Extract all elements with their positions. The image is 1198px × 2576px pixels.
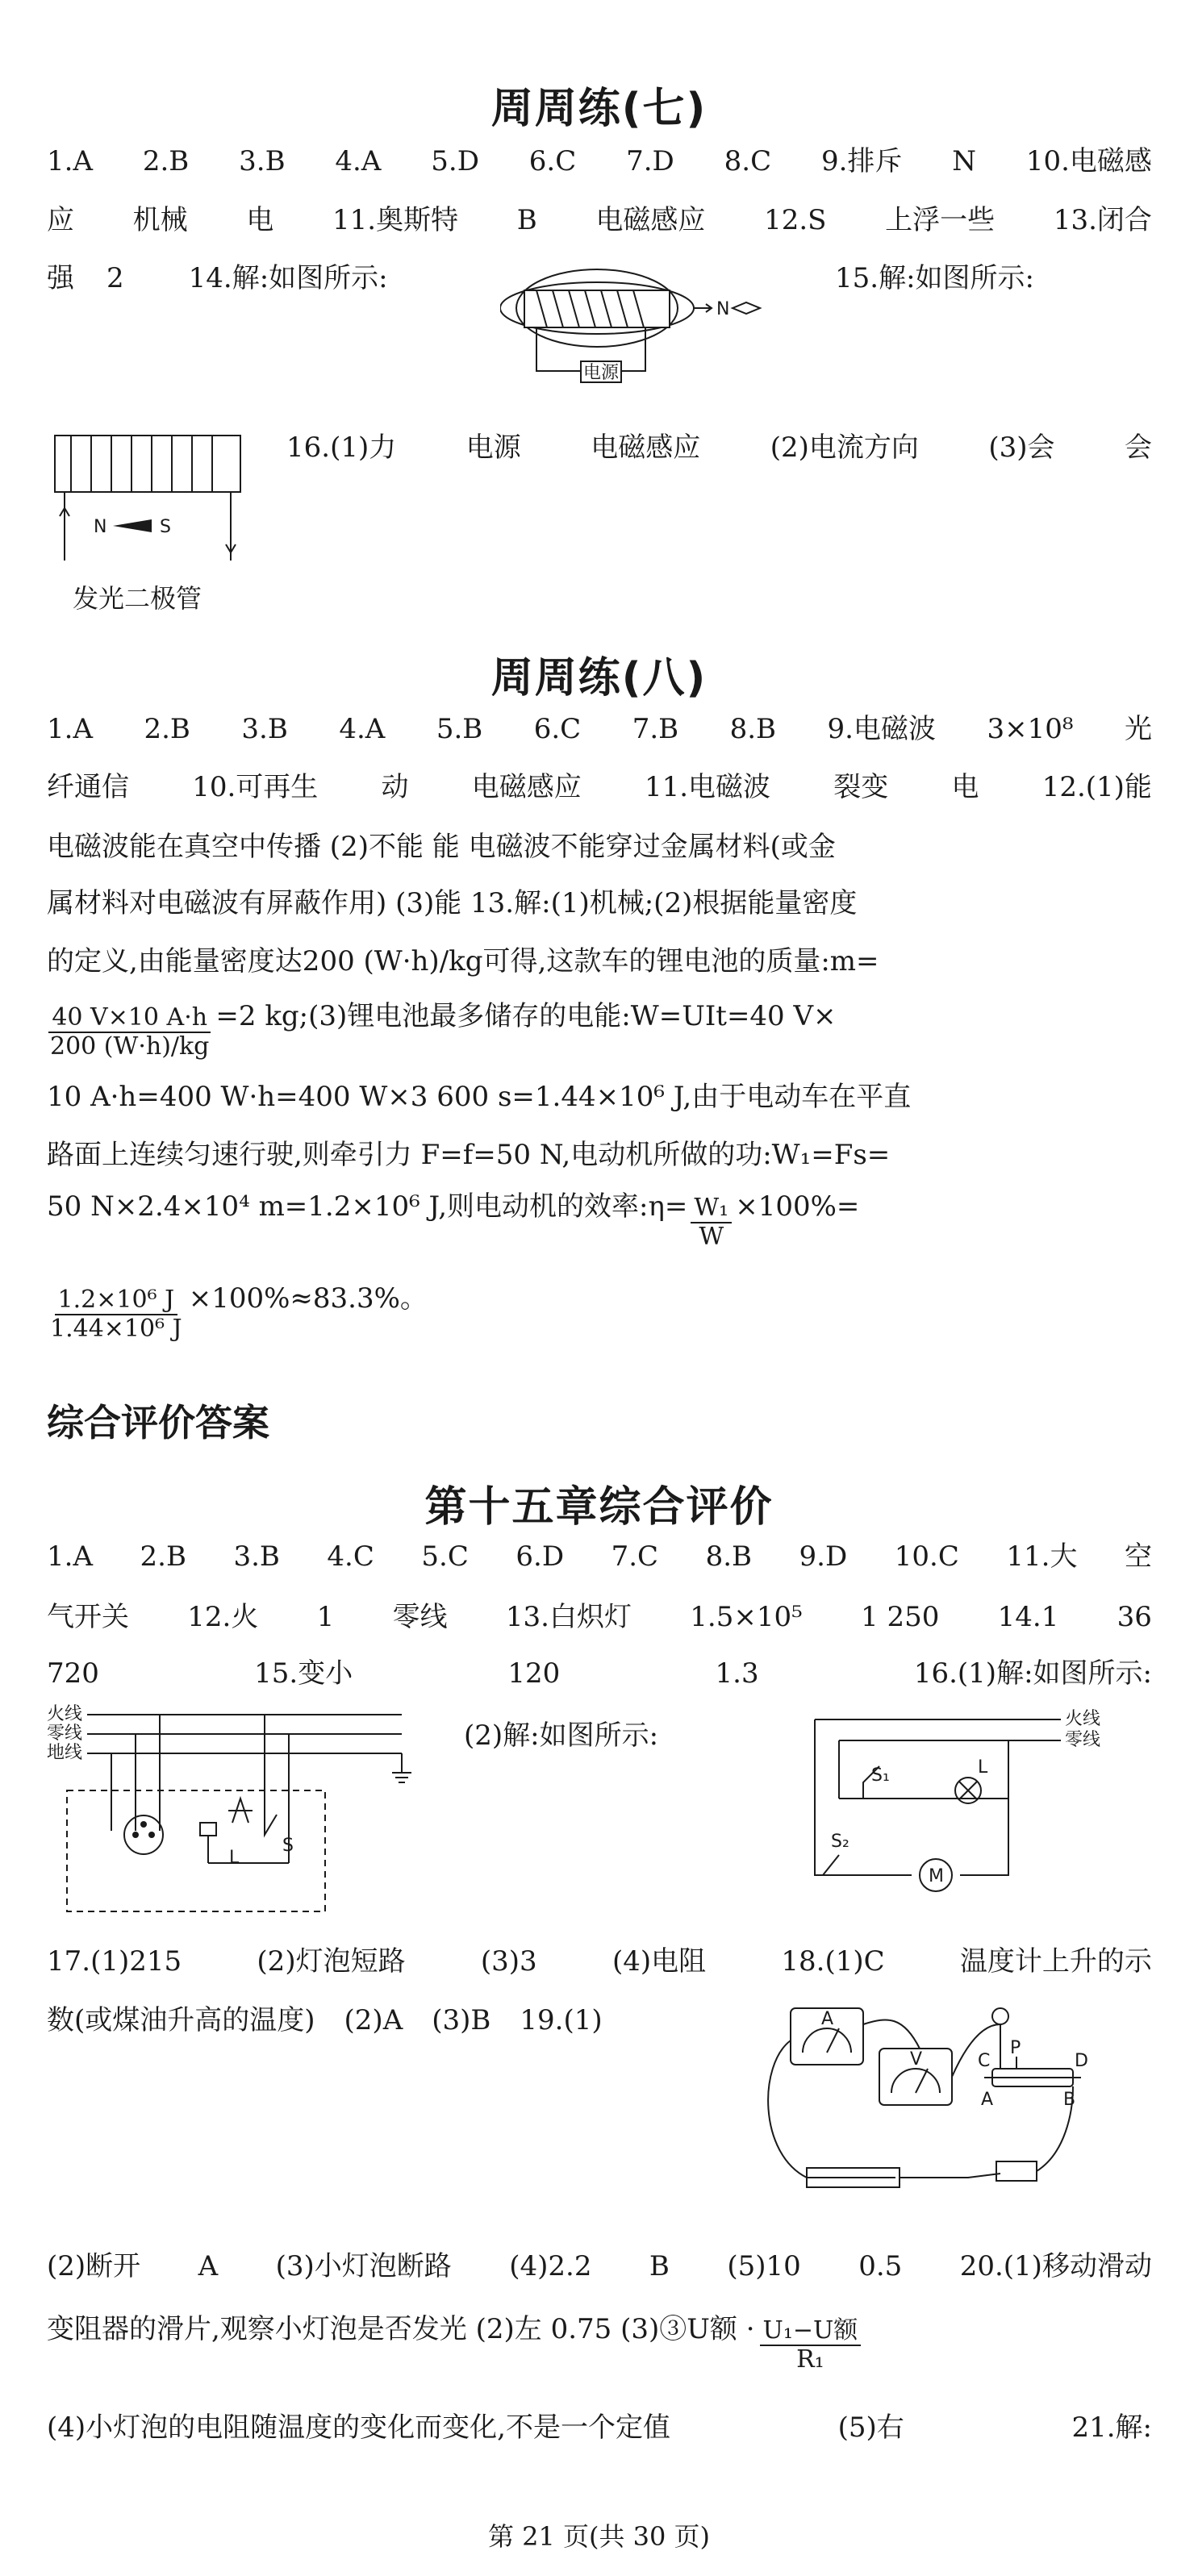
w8-answer: 12.(1)能	[1041, 771, 1152, 803]
switch-s-label: S	[282, 1836, 294, 1856]
household-circuit-diagram	[47, 1702, 434, 1919]
ch15-line-1	[47, 1540, 1152, 1573]
ch15-answer: 空	[1124, 1540, 1152, 1573]
ch15-line-9	[47, 2411, 1152, 2444]
w7-line-4	[286, 431, 1152, 464]
ch15-answer: 数(或煤油升高的温度)	[47, 2004, 315, 2036]
w7-answer: 9.排斥	[820, 145, 903, 177]
w8-line-5	[47, 945, 1152, 977]
zero-wire-label: 零线	[1065, 1730, 1101, 1750]
ch15-text: 变阻器的滑片,观察小灯泡是否发光 (2)左 0.75 (3)③U额 ·	[47, 2313, 755, 2345]
ammeter-label: A	[821, 2009, 834, 2029]
ch15-answer: 13.白炽灯	[505, 1601, 632, 1633]
w8-answer: 1.A	[47, 713, 93, 745]
section-title-week8: 周周练(八)	[490, 654, 708, 702]
mass-fraction	[47, 1004, 212, 1061]
w8-text: 路面上连续匀速行驶,则牵引力 F=f=50 N,电动机所做的功:W₁=Fs=	[47, 1139, 891, 1171]
ch15-answer: 19.(1)	[520, 2004, 603, 2036]
compass-needle-icon	[113, 519, 152, 532]
w8-line-9	[47, 1190, 1152, 1251]
ch15-answer: (4)2.2	[509, 2250, 592, 2282]
w7-answer: 3.B	[239, 145, 286, 177]
ch15-line-6	[47, 2004, 757, 2036]
ch15-answer: 1 250	[861, 1601, 940, 1633]
ch15-answer: 36	[1117, 1601, 1152, 1633]
fraction-denominator: 1.44×10⁶ J	[50, 1315, 182, 1343]
w8-line-8	[47, 1139, 1152, 1171]
work-fraction	[47, 1286, 186, 1343]
w7-answer: 15.解:如图所示:	[835, 262, 1034, 294]
switch-icon	[265, 1815, 277, 1835]
zero-wire-label: 零线	[47, 1724, 83, 1744]
w7-answer: 2.B	[142, 145, 190, 177]
w7-answer: 12.S	[764, 204, 827, 236]
label-c: C	[978, 2051, 991, 2071]
ch15-answer: (2)断开	[47, 2250, 141, 2282]
w7-answer: 10.电磁感	[1025, 145, 1152, 177]
ch15-answer: (3)3	[480, 1945, 537, 1978]
w8-answer: 光	[1124, 713, 1152, 745]
ch15-answer: 1.3	[715, 1657, 759, 1690]
ch15-answer: 10.C	[894, 1540, 959, 1573]
lamp-icon	[228, 1799, 253, 1823]
ch15-answer: 1.5×10⁵	[690, 1601, 803, 1633]
power-label: 电源	[583, 363, 620, 383]
w7-answer: 机械	[132, 204, 188, 236]
ch15-answer: 气开关	[47, 1601, 129, 1633]
fire-wire-label: 火线	[47, 1704, 83, 1724]
compass-needle-icon	[733, 302, 760, 314]
ch15-answer: (5)右	[837, 2411, 904, 2444]
chapter15-title: 第十五章综合评价	[424, 1483, 774, 1532]
page-footer: 第 21 页(共 30 页)	[487, 2521, 711, 2552]
ch15-answer: (3)小灯泡断路	[275, 2250, 452, 2282]
ch15-answer: 5.C	[421, 1540, 469, 1573]
ch15-answer: 120	[507, 1657, 561, 1690]
w7-answer: 2	[106, 262, 124, 294]
w7-answer: 8.C	[724, 145, 772, 177]
w8-text: ×100%≈83.3%。	[188, 1282, 428, 1315]
w7-answer: (3)会	[988, 431, 1055, 464]
w7-answer: 4.A	[335, 145, 382, 177]
label-p: P	[1010, 2038, 1021, 2058]
w7-line-3a	[47, 262, 515, 294]
ch15-line-2	[47, 1601, 1152, 1633]
ch15-answer: (5)10	[727, 2250, 801, 2282]
w7-answer: 1.A	[47, 145, 93, 177]
w7-answer: 16.(1)力	[286, 431, 397, 464]
w8-answer: 纤通信	[47, 771, 129, 803]
coil-n-label: N	[94, 517, 107, 537]
ch15-answer: (2)A	[344, 2004, 403, 2036]
w8-answer: 9.电磁波	[827, 713, 936, 745]
w7-answer: 14.解:如图所示:	[188, 262, 388, 294]
w8-text: 的定义,由能量密度达200 (W·h)/kg可得,这款车的锂电池的质量:m=	[47, 945, 879, 977]
w7-answer: 强	[47, 262, 74, 294]
experiment-apparatus-diagram	[758, 1992, 1121, 2194]
fraction-numerator: U₁−U额	[760, 2317, 862, 2346]
fraction-denominator: W	[699, 1223, 724, 1251]
solenoid-power-diagram	[500, 258, 766, 411]
voltmeter-label: V	[910, 2049, 923, 2070]
w7-answer: 电磁感应	[595, 204, 706, 236]
w7-answer: 会	[1125, 431, 1152, 464]
w7-answer: 上浮一些	[885, 204, 996, 236]
w7-line-2	[47, 204, 1152, 236]
w8-line-10	[47, 1282, 1152, 1343]
ch15-answer: 8.B	[705, 1540, 753, 1573]
section-title-week7: 周周练(七)	[490, 85, 708, 133]
w8-answer: 7.B	[632, 713, 679, 745]
w8-answer: 3.B	[241, 713, 288, 745]
w7-answer: 7.D	[626, 145, 674, 177]
ch15-answer: 零线	[392, 1601, 448, 1633]
w7-answer: 6.C	[528, 145, 577, 177]
ch15-line-5	[47, 1945, 1152, 1978]
ground-wire-label: 地线	[47, 1743, 83, 1763]
ch15-answer: 11.大	[1006, 1540, 1078, 1573]
ch15-answer: (3)B	[432, 2004, 491, 2036]
ch15-answer: 温度计上升的示	[959, 1945, 1152, 1978]
w8-line-7	[47, 1081, 1152, 1113]
w8-text: =2 kg;(3)锂电池最多储存的电能:W=UIt=40 V×	[215, 1000, 837, 1032]
w8-answer: 8.B	[729, 713, 777, 745]
w7-answer: 电	[246, 204, 274, 236]
fraction-denominator: R₁	[796, 2345, 824, 2374]
w7-answer: 应	[47, 204, 74, 236]
w8-text: 10 A·h=400 W·h=400 W×3 600 s=1.44×10⁶ J,由于电动车在平直	[47, 1081, 912, 1113]
w8-answer: 3×10⁸	[987, 713, 1074, 745]
coil-diode-diagram	[47, 419, 257, 565]
w7-answer: (2)电流方向	[770, 431, 919, 464]
w8-answer: 电磁感应	[471, 771, 582, 803]
w7-answer: 13.闭合	[1053, 204, 1152, 236]
w8-answer: 电	[951, 771, 979, 803]
resistance-fraction	[760, 2317, 862, 2374]
w7-line-3b	[835, 262, 1158, 294]
ch15-answer: 0.5	[858, 2250, 903, 2282]
ch15-answer: 20.(1)移动滑动	[959, 2250, 1152, 2282]
ch15-answer: 12.火	[187, 1601, 259, 1633]
ch15-answer: 3.B	[233, 1540, 280, 1573]
ch15-answer: (2)灯泡短路	[257, 1945, 406, 1978]
ch15-answer: 17.(1)215	[47, 1945, 182, 1978]
ch15-line-3	[47, 1657, 1152, 1690]
w8-answer: 5.B	[436, 713, 483, 745]
ch15-answer: B	[649, 2250, 670, 2282]
ch15-answer: A	[198, 2250, 219, 2282]
w8-line-4	[47, 887, 1152, 919]
comprehensive-heading: 综合评价答案	[47, 1401, 269, 1444]
label-a: A	[981, 2090, 994, 2110]
w8-line-6	[47, 1000, 1152, 1061]
w8-text: ×100%=	[735, 1190, 860, 1223]
ch15-answer: 15.变小	[254, 1657, 353, 1690]
efficiency-fraction	[691, 1194, 732, 1251]
w8-line-1	[47, 713, 1152, 745]
w7-answer: N	[952, 145, 977, 177]
w7-answer: 5.D	[431, 145, 479, 177]
switch-s1-label: S₁	[871, 1765, 890, 1786]
w8-answer: 2.B	[144, 713, 190, 745]
motor-m-label: M	[929, 1866, 944, 1886]
w8-answer: 11.电磁波	[644, 771, 771, 803]
ch15-line-8	[47, 2313, 1152, 2374]
label-d: D	[1075, 2051, 1088, 2071]
arrow-right-icon	[694, 304, 712, 312]
w7-answer: 电磁感应	[591, 431, 701, 464]
w8-line-3	[47, 831, 1152, 863]
fire-wire-label: 火线	[1065, 1709, 1101, 1729]
ch15-answer: 7.C	[611, 1540, 659, 1573]
ch15-answer: (2)解:如图所示:	[464, 1719, 659, 1752]
ch15-answer: (4)小灯泡的电阻随温度的变化而变化,不是一个定值	[47, 2411, 670, 2444]
lamp-l-label: L	[978, 1757, 988, 1778]
ch15-answer: 2.B	[140, 1540, 186, 1573]
ch15-answer: 16.(1)解:如图所示:	[913, 1657, 1152, 1690]
w8-text: 属材料对电磁波有屏蔽作用) (3)能 13.解:(1)机械;(2)根据能量密度	[47, 887, 858, 919]
w7-line-1	[47, 145, 1152, 177]
ch15-answer: 21.解:	[1071, 2411, 1152, 2444]
ch15-answer: 720	[47, 1657, 99, 1690]
w8-answer: 6.C	[533, 713, 582, 745]
fraction-numerator: W₁	[691, 1194, 732, 1223]
fraction-denominator: 200 (W·h)/kg	[50, 1032, 210, 1061]
ch15-answer: 6.D	[516, 1540, 565, 1573]
ch15-answer: 9.D	[799, 1540, 848, 1573]
ch15-answer: 18.(1)C	[781, 1945, 885, 1978]
label-b: B	[1063, 2090, 1076, 2110]
w8-answer: 裂变	[833, 771, 889, 803]
w8-answer: 动	[381, 771, 409, 803]
coil-s-label: S	[160, 517, 171, 537]
w7-answer: B	[516, 204, 537, 236]
w7-answer: 电源	[465, 431, 521, 464]
diode-label: 发光二极管	[73, 583, 202, 614]
ch15-line-4	[464, 1719, 803, 1752]
switch-s2-label: S₂	[831, 1832, 849, 1852]
ch15-answer: 14.1	[997, 1601, 1059, 1633]
lamp-l-label: L	[229, 1848, 240, 1868]
w7-answer: 11.奥斯特	[332, 204, 459, 236]
w8-line-2	[47, 771, 1152, 803]
ch15-answer: 1.A	[47, 1540, 93, 1573]
fraction-numerator: 1.2×10⁶ J	[55, 1286, 178, 1315]
w8-answer: 4.A	[339, 713, 386, 745]
ch15-answer: (4)电阻	[612, 1945, 707, 1978]
ch15-answer: 1	[316, 1601, 335, 1633]
needle-n-label: N	[716, 299, 730, 319]
lamp-motor-circuit-diagram	[799, 1702, 1154, 1911]
fraction-numerator: 40 V×10 A·h	[48, 1004, 211, 1033]
ch15-answer: 4.C	[327, 1540, 374, 1573]
w8-answer: 10.可再生	[192, 771, 319, 803]
w8-text: 50 N×2.4×10⁴ m=1.2×10⁶ J,则电动机的效率:η=	[47, 1190, 688, 1223]
w8-text: 电磁波能在真空中传播 (2)不能 能 电磁波不能穿过金属材料(或金	[47, 831, 836, 863]
ch15-line-7	[47, 2250, 1152, 2282]
